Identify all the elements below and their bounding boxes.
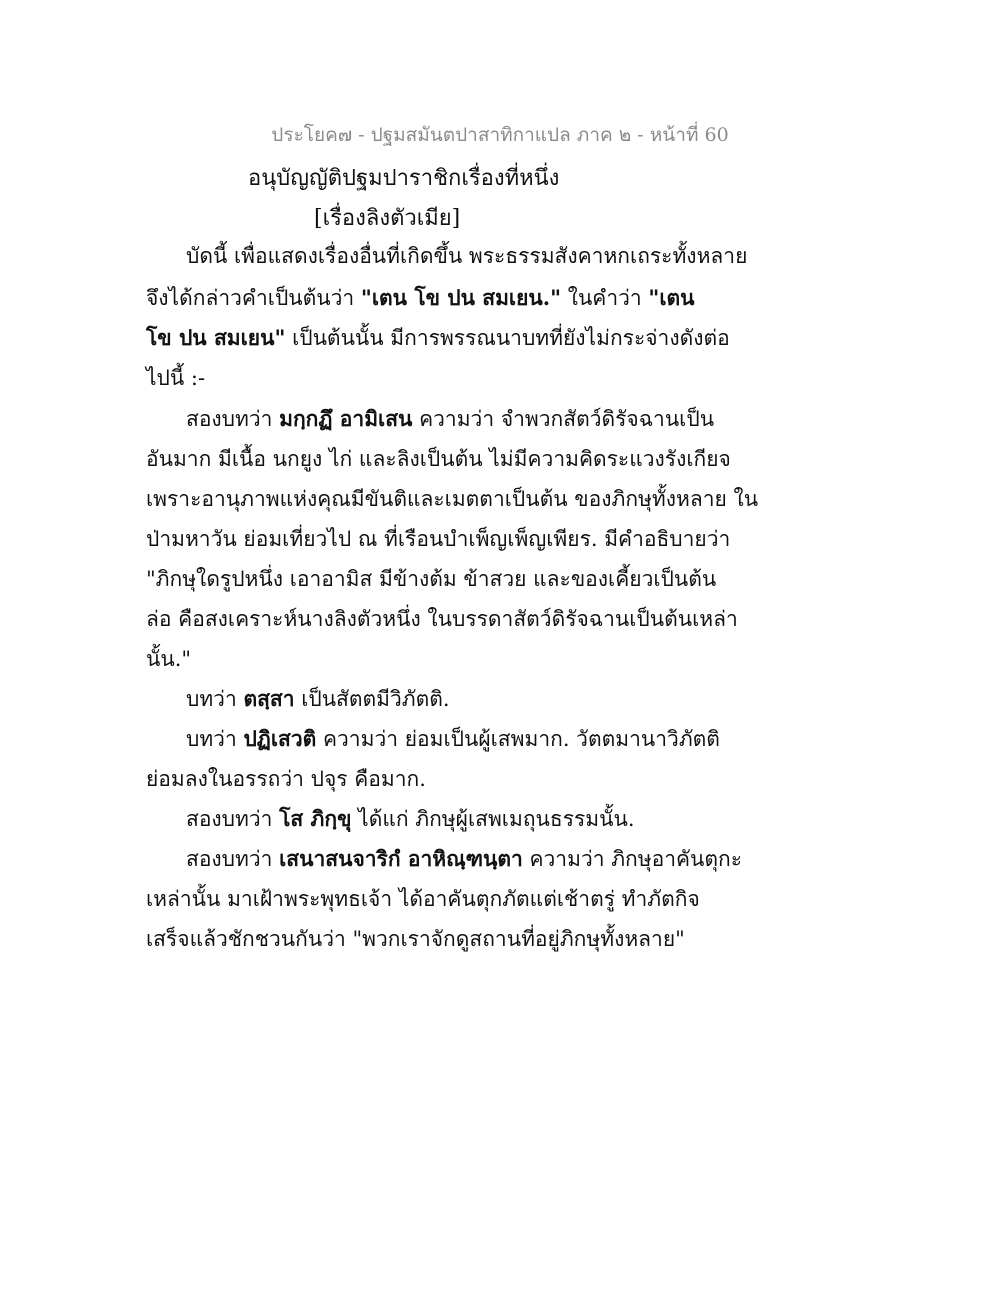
- paragraph-3: [186, 683, 450, 716]
- text-span: บทว่า: [186, 687, 244, 711]
- page-header: ประโยค๗ - ปฐมสมันตปาสาทิกาแปล ภาค ๒ - หน้าที่ 60: [271, 124, 729, 146]
- paragraph-1-line-4: ไปนี้ :-: [146, 366, 206, 390]
- section-title: อนุบัญญัติปฐมปาราชิกเรื่องที่หนึ่ง: [248, 166, 560, 191]
- text-span: ความว่า ภิกษุอาคันตุกะ: [522, 847, 743, 871]
- paragraph-5: [186, 803, 635, 836]
- pali-term: โส ภิกฺขุ: [279, 806, 352, 831]
- paragraph-4-line-2: ย่อมลงในอรรถว่า ปจุร คือมาก.: [146, 767, 426, 791]
- paragraph-6-line-1: [186, 843, 742, 876]
- text-span: จึงได้กล่าวคำเป็นต้นว่า: [146, 286, 361, 310]
- paragraph-2-line-5: "ภิกษุใดรูปหนึ่ง เอาอามิส มีข้างต้ม ข้าสวย และของเคี้ยวเป็นต้น: [146, 567, 717, 591]
- paragraph-6-line-2: เหล่านั้น มาเฝ้าพระพุทธเจ้า ได้อาคันตุกภัตแต่เช้าตรู่ ทำภัตกิจ: [146, 887, 700, 911]
- paragraph-2-line-4: ป่ามหาวัน ย่อมเที่ยวไป ณ ที่เรือนบำเพ็ญเพ็ญเพียร. มีคำอธิบายว่า: [146, 527, 731, 551]
- paragraph-1-line-3: [146, 322, 730, 355]
- paragraph-2-line-3: เพราะอานุภาพแห่งคุณมีขันติและเมตตาเป็นต้น ของภิกษุทั้งหลาย ใน: [146, 487, 759, 511]
- paragraph-1-line-1: บัดนี้ เพื่อแสดงเรื่องอื่นที่เกิดขึ้น พระธรรมสังคาหกเถระทั้งหลาย: [186, 244, 748, 268]
- text-span: สองบทว่า: [186, 807, 280, 831]
- pali-term: มกฺกฏึ อามิเสน: [279, 406, 413, 431]
- text-span: ในคำว่า: [561, 286, 649, 310]
- text-span: สองบทว่า: [186, 847, 280, 871]
- text-span: สองบทว่า: [186, 407, 280, 431]
- section-subtitle: [เรื่องลิงตัวเมีย]: [314, 206, 461, 231]
- text-span: เป็นสัตตมีวิภัตติ.: [294, 687, 450, 711]
- text-span: ความว่า จำพวกสัตว์ดิรัจฉานเป็น: [412, 407, 715, 431]
- text-span: ได้แก่ ภิกษุผู้เสพเมถุนธรรมนั้น.: [351, 807, 635, 831]
- pali-term: "เตน: [648, 285, 695, 310]
- text-span: ความว่า ย่อมเป็นผู้เสพมาก. วัตตมานาวิภัตติ: [316, 727, 720, 751]
- pali-term: "เตน โข ปน สมเยน.": [360, 285, 562, 310]
- pali-term: ปฏิเสวติ: [243, 726, 317, 751]
- paragraph-2-line-6: ล่อ คือสงเคราะห์นางลิงตัวหนึ่ง ในบรรดาสัตว์ดิรัจฉานเป็นต้นเหล่า: [146, 607, 738, 631]
- paragraph-2-line-7: นั้น.": [146, 647, 192, 671]
- pali-term: โข ปน สมเยน": [146, 325, 286, 350]
- paragraph-2-line-2: อันมาก มีเนื้อ นกยูง ไก่ และลิงเป็นต้น ไม่มีความคิดระแวงรังเกียจ: [146, 447, 731, 471]
- pali-term: ตสฺสา: [243, 686, 295, 711]
- text-span: เป็นต้นนั้น มีการพรรณนาบทที่ยังไม่กระจ่างดังต่อ: [285, 326, 730, 350]
- pali-term: เสนาสนจาริกํ อาหิณฺฑนฺตา: [279, 846, 523, 871]
- paragraph-4-line-1: [186, 723, 720, 756]
- paragraph-6-line-3: เสร็จแล้วชักชวนกันว่า "พวกเราจักดูสถานที่อยู่ภิกษุทั้งหลาย": [146, 927, 685, 951]
- paragraph-2-line-1: [186, 403, 714, 436]
- paragraph-1-line-2: [146, 282, 695, 315]
- text-span: บทว่า: [186, 727, 244, 751]
